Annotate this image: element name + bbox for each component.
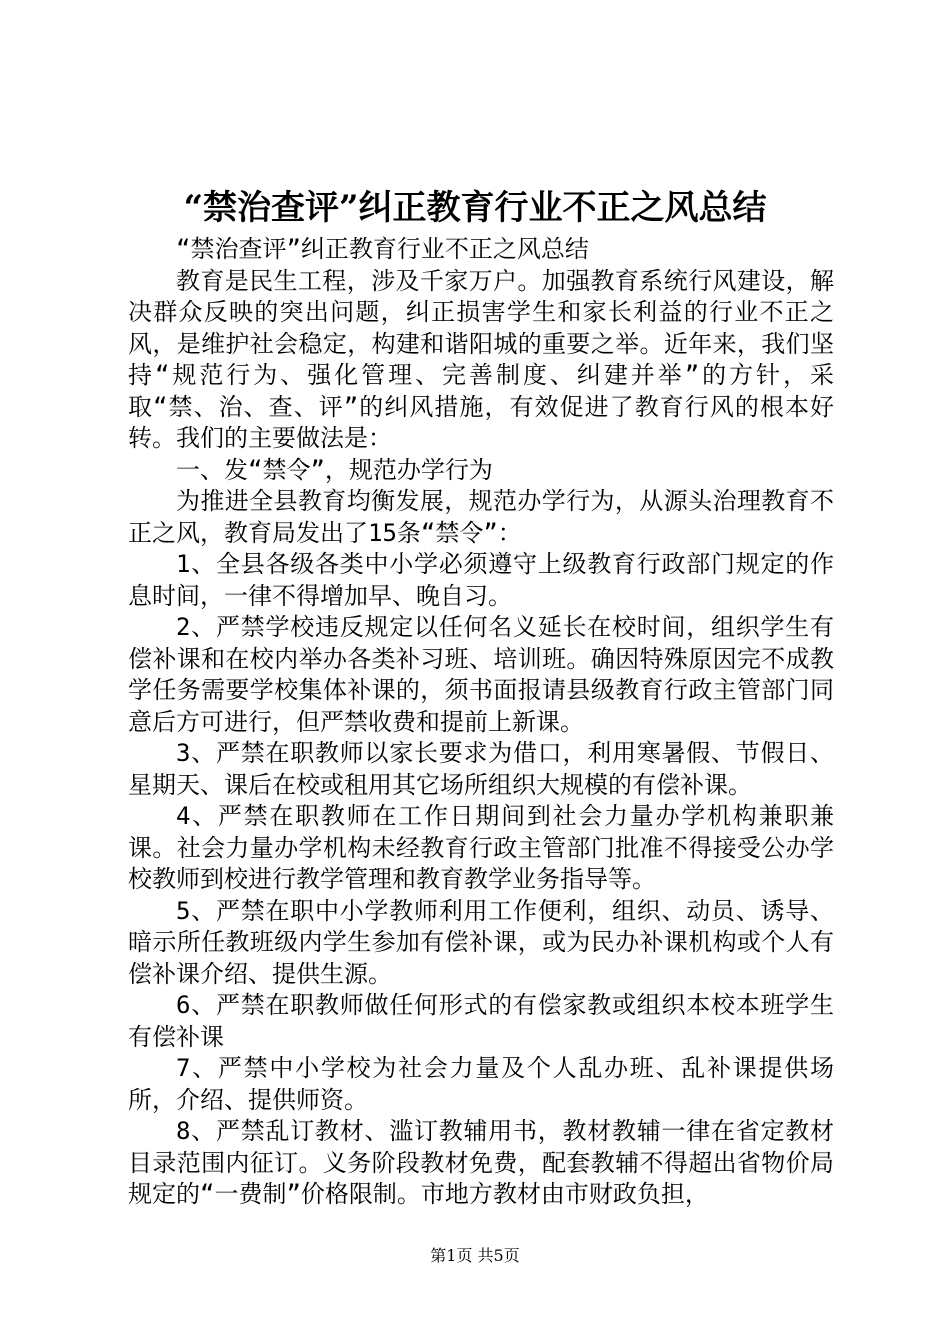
page-footer: 第1页 共5页 (430, 1246, 520, 1265)
document-body (128, 234, 834, 1211)
body-paragraph: 教育是民生工程，涉及千家万户。加强教育系统行风建设，解决群众反映的突出问题，纠正损害学生和家长利益的行业不正之风，是维护社会稳定，构建和谐阳城的重要之举。近年来，我们坚持“规范行为、强化管理、完善制度、纠建并举”的方针，采取“禁、治、查、评”的纠风措施，有效促进了教育行风的根本好转。我们的主要做法是： (128, 266, 834, 452)
list-item: 3、严禁在职教师以家长要求为借口，利用寒暑假、节假日、星期天、课后在校或租用其它场所组织大规模的有偿补课。 (128, 739, 834, 799)
section-heading: 一、发“禁令”，规范办学行为 (176, 455, 493, 484)
list-item: 7、严禁中小学校为社会力量及个人乱办班、乱补课提供场所，介绍、提供师资。 (128, 1054, 834, 1114)
list-item: 6、严禁在职教师做任何形式的有偿家教或组织本校本班学生有偿补课 (128, 991, 834, 1051)
body-paragraph: “禁治查评”纠正教育行业不正之风总结 (176, 235, 589, 263)
list-item: 2、严禁学校违反规定以任何名义延长在校时间，组织学生有偿补课和在校内举办各类补习班、培训班。确因特殊原因完不成教学任务需要学校集体补课的，须书面报请县级教育行政主管部门同意后方可进行，但严禁收费和提前上新课。 (128, 613, 834, 736)
list-item: 8、严禁乱订教材、滥订教辅用书，教材教辅一律在省定教材目录范围内征订。义务阶段教材免费，配套教辅不得超出省物价局规定的“一费制”价格限制。市地方教材由市财政负担， (128, 1117, 834, 1208)
body-paragraph: 为推进全县教育均衡发展，规范办学行为，从源头治理教育不正之风，教育局发出了15条“禁令”： (128, 487, 834, 547)
document-title: “禁治查评”纠正教育行业不正之风总结 (183, 188, 767, 228)
list-item: 1、全县各级各类中小学必须遵守上级教育行政部门规定的作息时间，一律不得增加早、晚自习。 (128, 550, 834, 610)
list-item: 5、严禁在职中小学教师利用工作便利，组织、动员、诱导、暗示所任教班级内学生参加有偿补课，或为民办补课机构或个人有偿补课介绍、提供生源。 (128, 896, 834, 988)
list-item: 4、严禁在职教师在工作日期间到社会力量办学机构兼职兼课。社会力量办学机构未经教育行政主管部门批准不得接受公办学校教师到校进行教学管理和教育教学业务指导等。 (128, 802, 834, 893)
